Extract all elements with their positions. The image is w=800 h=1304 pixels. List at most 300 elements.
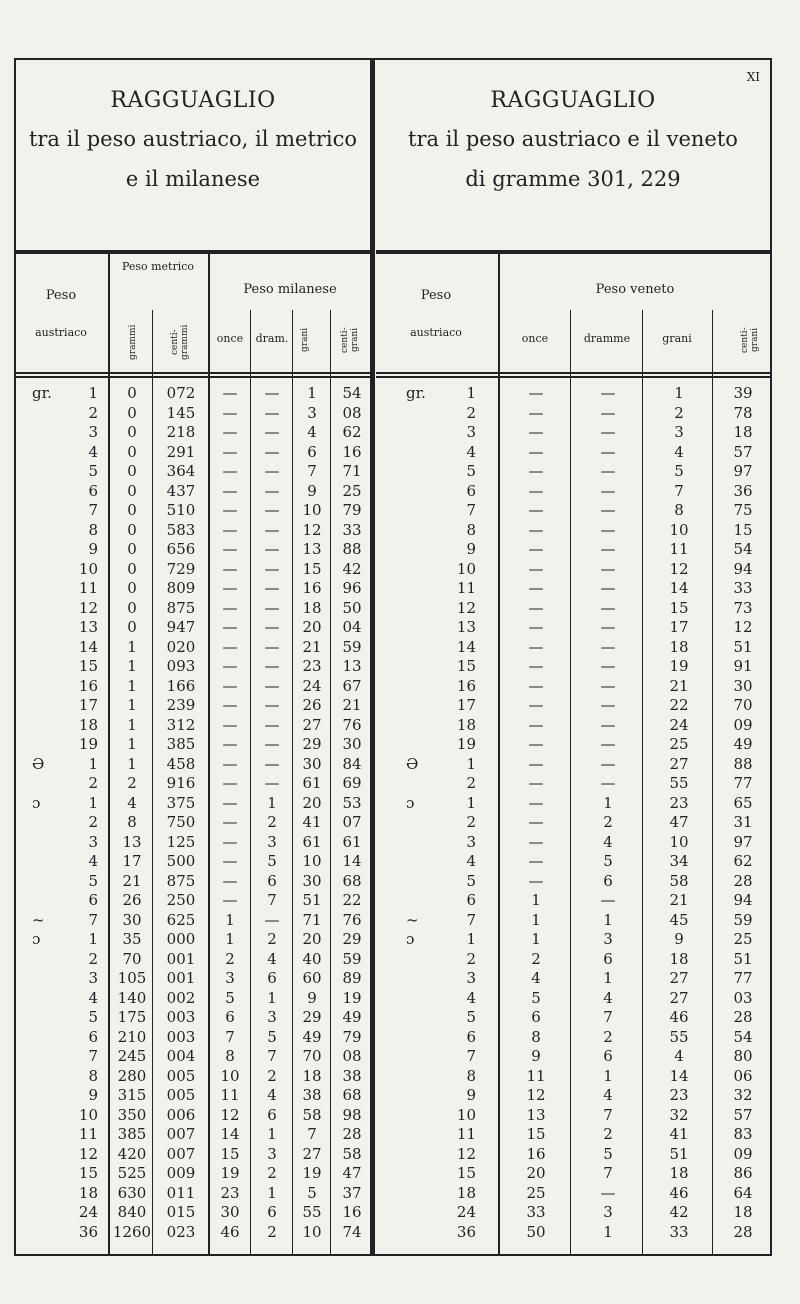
left-cell: —	[222, 637, 238, 656]
left-cell: 15	[78, 657, 98, 675]
right-cell: 06	[733, 1066, 753, 1085]
right-cell: 9	[466, 540, 476, 558]
right-table-row	[376, 677, 770, 696]
left-cell: 809	[166, 579, 196, 597]
left-cell: 0	[127, 384, 137, 402]
left-cell: —	[264, 910, 280, 929]
right-cell: —	[528, 520, 544, 539]
right-cell: 14	[669, 579, 689, 597]
left-cell: 6	[307, 442, 317, 461]
left-table-row	[16, 1086, 370, 1105]
left-cell: 42	[342, 559, 362, 578]
left-cell: —	[222, 715, 238, 734]
right-cell: 1	[603, 793, 613, 812]
right-cell: —	[528, 481, 544, 500]
left-cell: —	[264, 481, 280, 500]
left-cell: —	[222, 384, 238, 402]
right-cell: 1	[531, 930, 541, 948]
left-cell: —	[222, 735, 238, 753]
left-cell: 0	[127, 403, 137, 422]
right-table-row	[376, 1067, 770, 1086]
left-cell: 729	[166, 559, 196, 578]
right-cell: —	[528, 852, 544, 870]
right-cell: 18	[456, 1183, 476, 1202]
right-cell: 4	[466, 442, 476, 461]
right-header-austriaco: austriaco	[410, 326, 462, 339]
right-table-row	[376, 696, 770, 715]
left-cell: —	[222, 696, 238, 714]
right-cell: 24	[669, 715, 689, 734]
right-cell: 15	[456, 657, 476, 675]
left-cell: 14	[342, 852, 362, 870]
left-cell: 23	[220, 1183, 240, 1202]
right-cell: 97	[733, 832, 753, 851]
left-cell: 5	[88, 1008, 98, 1026]
right-cell: —	[528, 637, 544, 656]
right-cell: —	[600, 540, 616, 558]
left-table-row	[16, 423, 370, 442]
right-cell: 15	[669, 598, 689, 617]
left-cell: 12	[220, 1105, 240, 1124]
right-cell: —	[528, 754, 544, 773]
left-cell: 385	[117, 1125, 147, 1143]
right-cell: —	[600, 715, 616, 734]
right-cell: 49	[733, 735, 753, 753]
right-cell: 1	[603, 1222, 613, 1241]
left-cell: 51	[302, 891, 322, 909]
right-table-row	[376, 872, 770, 891]
right-cell: 3	[466, 423, 476, 441]
right-cell: 65	[733, 793, 753, 812]
left-cell: —	[264, 774, 280, 792]
left-cell: 21	[122, 871, 142, 890]
right-cell: 4	[466, 988, 476, 1007]
left-header-bottom-rule-2	[16, 376, 370, 378]
right-cell: 10	[669, 832, 689, 851]
left-subtitle-line2: e il milanese	[125, 167, 261, 191]
right-cell: —	[528, 384, 544, 402]
right-header-bottom-rule	[376, 372, 770, 374]
left-cell: 20	[302, 930, 322, 948]
left-cell: 1	[127, 696, 137, 714]
left-cell: 166	[166, 676, 196, 695]
left-cell: 250	[166, 891, 196, 909]
left-cell: —	[264, 384, 280, 402]
left-cell: 46	[220, 1222, 240, 1241]
right-cell: 28	[733, 871, 753, 890]
left-cell: 30	[220, 1203, 240, 1221]
right-cell: 6	[466, 891, 476, 909]
left-cell: 0	[127, 442, 137, 461]
left-cell: 58	[302, 1105, 322, 1124]
left-cell: 0	[127, 598, 137, 617]
left-cell: 8	[225, 1047, 235, 1065]
left-table-row	[16, 462, 370, 481]
right-cell: 77	[733, 969, 753, 987]
left-cell: 15	[302, 559, 322, 578]
left-cell: 1	[225, 910, 235, 929]
right-table-row	[376, 404, 770, 423]
left-cell: 11	[78, 1125, 98, 1143]
right-cell: 51	[733, 637, 753, 656]
left-cell: 2	[267, 1222, 277, 1241]
left-cell: 36	[78, 1222, 98, 1241]
right-table-row	[376, 1203, 770, 1222]
left-cell: 9	[307, 988, 317, 1007]
right-cell: 11	[526, 1066, 546, 1085]
left-cell: 98	[342, 1105, 362, 1124]
left-cell: 04	[342, 618, 362, 636]
left-table-row	[16, 618, 370, 637]
left-table-row	[16, 989, 370, 1008]
left-cell: —	[264, 676, 280, 695]
left-cell: 21	[342, 696, 362, 714]
right-cell: 36	[456, 1222, 476, 1241]
right-table-row	[376, 1028, 770, 1047]
right-cell: —	[600, 754, 616, 773]
right-table-row	[376, 1125, 770, 1144]
left-cell: 61	[302, 832, 322, 851]
left-table-row	[16, 443, 370, 462]
left-cell: 1	[127, 676, 137, 695]
right-cell: 54	[733, 1027, 753, 1046]
left-cell: 0	[127, 559, 137, 578]
left-cell: —	[222, 442, 238, 461]
right-cell: 31	[733, 813, 753, 831]
left-cell: —	[264, 715, 280, 734]
right-table-row	[376, 462, 770, 481]
right-cell: 8	[674, 501, 684, 519]
right-cell: 2	[603, 813, 613, 831]
right-cell: 7	[603, 1164, 613, 1182]
right-table-row	[376, 833, 770, 852]
left-cell: 13	[342, 657, 362, 675]
right-cell: 12	[456, 1144, 476, 1163]
left-cell: 40	[302, 949, 322, 968]
left-cell: 312	[166, 715, 196, 734]
left-cell: 26	[302, 696, 322, 714]
right-cell: —	[528, 559, 544, 578]
right-cell: 4	[531, 969, 541, 987]
left-cell: 08	[342, 403, 362, 422]
left-cell: 69	[342, 774, 362, 792]
left-cell: —	[222, 423, 238, 441]
right-cell: 4	[466, 852, 476, 870]
left-cell: 7	[267, 1047, 277, 1065]
left-cell: 2	[267, 813, 277, 831]
left-cell: —	[264, 462, 280, 480]
left-cell: 38	[342, 1066, 362, 1085]
right-cell: —	[600, 442, 616, 461]
left-cell: 1	[267, 1183, 277, 1202]
left-header-top-rule	[16, 250, 370, 254]
right-cell: 7	[603, 1105, 613, 1124]
right-cell: —	[600, 481, 616, 500]
left-header-dram: dram.	[255, 332, 289, 345]
right-cell: 13	[456, 618, 476, 636]
right-table-row	[376, 794, 770, 813]
left-cell: 916	[166, 774, 196, 792]
right-cell: 12	[526, 1086, 546, 1104]
left-cell: 1	[127, 715, 137, 734]
right-cell: 5	[603, 1144, 613, 1163]
left-cell: 61	[302, 774, 322, 792]
page-number: XI	[746, 70, 760, 84]
right-cell: 33	[526, 1203, 546, 1221]
right-cell: —	[528, 696, 544, 714]
left-cell: 17	[122, 852, 142, 870]
right-cell: 15	[456, 1164, 476, 1182]
left-cell: 20	[302, 618, 322, 636]
right-table-row	[376, 1008, 770, 1027]
left-cell: 7	[267, 891, 277, 909]
left-cell: 006	[166, 1105, 196, 1124]
left-cell: 7	[307, 462, 317, 480]
right-cell: 7	[466, 910, 476, 929]
left-cell: 12	[78, 1144, 98, 1163]
left-cell: —	[222, 871, 238, 890]
left-table-row	[16, 696, 370, 715]
left-cell: 210	[117, 1027, 147, 1046]
left-cell: gr.	[32, 384, 52, 402]
left-table-row	[16, 930, 370, 949]
right-cell: 27	[669, 969, 689, 987]
left-cell: 19	[78, 735, 98, 753]
right-cell: 17	[669, 618, 689, 636]
right-cell: 2	[466, 774, 476, 792]
right-cell: 12	[456, 598, 476, 617]
left-cell: 30	[122, 910, 142, 929]
right-cell: —	[528, 657, 544, 675]
right-cell: 30	[733, 676, 753, 695]
right-cell: 32	[733, 1086, 753, 1104]
right-cell: —	[600, 618, 616, 636]
right-cell: 25	[669, 735, 689, 753]
right-cell: 3	[603, 930, 613, 948]
left-cell: 2	[88, 813, 98, 831]
left-cell: 500	[166, 852, 196, 870]
left-title: RAGGUAGLIO	[110, 88, 276, 113]
left-cell: 58	[342, 1144, 362, 1163]
right-cell: 18	[733, 1203, 753, 1221]
right-table-row	[376, 443, 770, 462]
left-cell: 18	[78, 715, 98, 734]
right-table-section	[376, 60, 770, 1254]
left-cell: 23	[302, 657, 322, 675]
right-cell: 62	[733, 852, 753, 870]
left-cell: 3	[225, 969, 235, 987]
left-cell: 28	[342, 1125, 362, 1143]
left-cell: —	[222, 852, 238, 870]
left-cell: 08	[342, 1047, 362, 1065]
right-cell: 09	[733, 715, 753, 734]
right-cell: —	[600, 696, 616, 714]
right-cell: —	[528, 813, 544, 831]
right-cell: 3	[466, 832, 476, 851]
left-table-section	[16, 60, 370, 1254]
right-header-dramme: dramme	[583, 332, 631, 345]
right-cell: 27	[669, 754, 689, 773]
center-rule	[370, 60, 375, 1254]
left-table-row	[16, 657, 370, 676]
right-cell: 88	[733, 754, 753, 773]
left-cell: 1	[127, 637, 137, 656]
right-cell: 32	[669, 1105, 689, 1124]
left-table-row	[16, 404, 370, 423]
right-cell: 19	[669, 657, 689, 675]
right-table-row	[376, 755, 770, 774]
left-cell: 59	[342, 637, 362, 656]
left-cell: —	[222, 774, 238, 792]
right-cell: 97	[733, 462, 753, 480]
left-cell: 6	[267, 1203, 277, 1221]
left-cell: 70	[302, 1047, 322, 1065]
left-cell: 26	[122, 891, 142, 909]
left-cell: 21	[302, 637, 322, 656]
left-cell: —	[264, 403, 280, 422]
right-cell: 70	[733, 696, 753, 714]
left-cell: 003	[166, 1008, 196, 1026]
left-cell: ɔ	[32, 793, 41, 812]
right-cell: 22	[669, 696, 689, 714]
left-cell: 84	[342, 754, 362, 773]
left-cell: 24	[78, 1203, 98, 1221]
right-cell: —	[600, 403, 616, 422]
left-cell: 10	[302, 501, 322, 519]
right-cell: 59	[733, 910, 753, 929]
left-cell: 3	[267, 1144, 277, 1163]
right-cell: —	[600, 657, 616, 675]
left-cell: 005	[166, 1086, 196, 1104]
left-header-grammi: grammi	[128, 324, 138, 360]
right-cell: —	[528, 598, 544, 617]
left-cell: 2	[267, 1164, 277, 1182]
left-cell: 5	[88, 871, 98, 890]
left-table-row	[16, 599, 370, 618]
left-cell: 1	[88, 793, 98, 812]
left-cell: 0	[127, 462, 137, 480]
right-cell: 11	[456, 579, 476, 597]
left-header-once: once	[216, 332, 244, 345]
left-cell: 218	[166, 423, 196, 441]
right-cell: 10	[456, 559, 476, 578]
left-header-peso-milanese: Peso milanese	[243, 282, 337, 297]
left-cell: 3	[88, 423, 98, 441]
left-cell: 175	[117, 1008, 147, 1026]
right-cell: 15	[526, 1125, 546, 1143]
left-cell: 005	[166, 1066, 196, 1085]
right-table-row	[376, 716, 770, 735]
left-table-row	[16, 1184, 370, 1203]
left-cell: 49	[302, 1027, 322, 1046]
left-table-row	[16, 1164, 370, 1183]
right-subtitle-line1: tra il peso austriaco e il veneto	[408, 127, 738, 151]
right-cell: 12	[733, 618, 753, 636]
right-cell: —	[528, 676, 544, 695]
left-cell: 4	[267, 949, 277, 968]
right-cell: 25	[733, 930, 753, 948]
left-cell: 22	[342, 891, 362, 909]
left-header-bottom-rule	[16, 372, 370, 374]
left-table-row	[16, 540, 370, 559]
right-cell: —	[528, 832, 544, 851]
right-cell: 8	[466, 520, 476, 539]
right-cell: 36	[733, 481, 753, 500]
right-table-row	[376, 540, 770, 559]
left-cell: 76	[342, 910, 362, 929]
left-cell: ~	[32, 910, 45, 929]
left-cell: 4	[88, 442, 98, 461]
left-cell: 105	[117, 969, 147, 987]
right-cell: 91	[733, 657, 753, 675]
left-table-row	[16, 794, 370, 813]
left-cell: 27	[302, 715, 322, 734]
left-table-row	[16, 638, 370, 657]
right-table-row	[376, 911, 770, 930]
left-table-row	[16, 852, 370, 871]
left-cell: 291	[166, 442, 196, 461]
right-cell: 14	[669, 1066, 689, 1085]
left-table-row	[16, 1028, 370, 1047]
right-cell: —	[600, 774, 616, 792]
left-cell: 16	[342, 1203, 362, 1221]
right-cell: gr.	[406, 384, 426, 402]
right-cell: —	[528, 618, 544, 636]
right-cell: 2	[531, 949, 541, 968]
right-table-row	[376, 891, 770, 910]
left-cell: —	[222, 520, 238, 539]
left-cell: 8	[127, 813, 137, 831]
left-cell: 71	[302, 910, 322, 929]
left-cell: 11	[220, 1086, 240, 1104]
right-cell: 21	[669, 891, 689, 909]
left-cell: 16	[342, 442, 362, 461]
right-cell: 33	[733, 579, 753, 597]
left-cell: 0	[127, 540, 137, 558]
right-cell: —	[528, 403, 544, 422]
left-cell: 3	[88, 969, 98, 987]
left-cell: 59	[342, 949, 362, 968]
left-cell: 47	[342, 1164, 362, 1182]
left-cell: 9	[307, 481, 317, 500]
right-cell: 1	[603, 969, 613, 987]
left-cell: 6	[88, 891, 98, 909]
left-table-row	[16, 716, 370, 735]
left-cell: 18	[302, 1066, 322, 1085]
right-cell: —	[528, 540, 544, 558]
left-table-row	[16, 755, 370, 774]
right-cell: 5	[466, 871, 476, 890]
left-table-row	[16, 1223, 370, 1242]
left-cell: 239	[166, 696, 196, 714]
left-cell: 29	[342, 930, 362, 948]
left-cell: 420	[117, 1144, 147, 1163]
right-table-row	[376, 1164, 770, 1183]
right-table-row	[376, 1047, 770, 1066]
left-cell: 947	[166, 618, 196, 636]
right-cell: 57	[733, 442, 753, 461]
left-cell: 1	[127, 754, 137, 773]
left-cell: 1	[127, 657, 137, 675]
right-table-row	[376, 813, 770, 832]
left-cell: 1260	[112, 1222, 152, 1241]
right-cell: 24	[456, 1203, 476, 1221]
left-cell: 30	[302, 754, 322, 773]
left-cell: 15	[220, 1144, 240, 1163]
left-cell: 53	[342, 793, 362, 812]
right-cell: 2	[466, 813, 476, 831]
right-cell: —	[528, 774, 544, 792]
